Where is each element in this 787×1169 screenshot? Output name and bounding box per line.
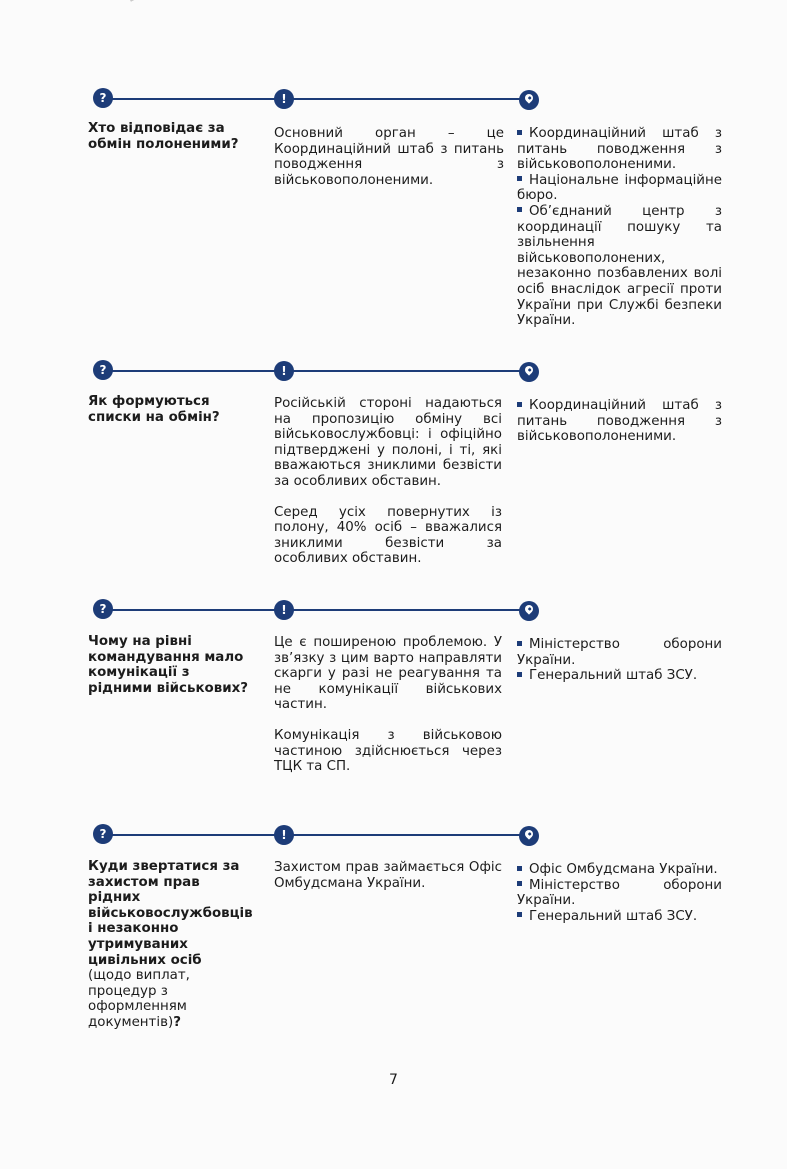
resource-item: Об’єднаний центр з координації пошуку та звільнення військовополонених, незаконно позбавлених волі осіб внаслідок агресії проти України при Службі безпеки України. xyxy=(517,203,722,329)
bullet-icon xyxy=(517,207,522,212)
map-pin-icon xyxy=(519,601,539,621)
timeline xyxy=(93,88,539,114)
question-text: Хто відповідає за обмін полоненими? xyxy=(88,121,239,152)
timeline-line xyxy=(289,834,529,836)
resource-item: Національне інформаційне бюро. xyxy=(517,172,722,204)
resource-item: Міністерство оборони України. xyxy=(517,637,722,668)
question-text: Як формуються списки на обмін? xyxy=(88,394,220,425)
timeline-line xyxy=(103,370,279,372)
bullet-icon xyxy=(517,881,522,886)
question-icon: ? xyxy=(93,824,113,844)
resource-list xyxy=(517,862,722,924)
bullet-icon xyxy=(517,912,522,917)
answer-paragraph: Комунікація з військовою частиною здійснюється через ТЦК та СП. xyxy=(274,727,502,775)
resource-item: Координаційний штаб з питань поводження з військовополоненими. xyxy=(517,126,722,173)
exclamation-icon: ! xyxy=(274,600,294,620)
answer-text xyxy=(274,126,504,203)
resource-list xyxy=(517,398,722,445)
exclamation-icon: ! xyxy=(274,361,294,381)
resource-item: Генеральний штаб ЗСУ. xyxy=(517,909,722,925)
answer-text xyxy=(274,860,502,906)
exclamation-icon: ! xyxy=(274,89,294,109)
resource-list xyxy=(517,637,722,684)
question-icon: ? xyxy=(93,88,113,108)
scan-mark xyxy=(130,0,164,2)
question-text: Чому на рівні командування мало комунікації з рідними військових? xyxy=(88,634,249,696)
question-icon: ? xyxy=(93,599,113,619)
timeline xyxy=(93,360,539,386)
bullet-icon xyxy=(517,866,522,871)
timeline-line xyxy=(103,609,279,611)
question-icon: ? xyxy=(93,360,113,380)
timeline-line xyxy=(289,98,529,100)
question-note: (щодо виплат, процедур з оформленням документів) xyxy=(88,968,190,1030)
bullet-icon xyxy=(517,130,522,135)
answer-text xyxy=(274,396,502,582)
resource-list xyxy=(517,126,722,329)
timeline-line xyxy=(103,834,279,836)
bullet-icon xyxy=(517,641,522,646)
bullet-icon xyxy=(517,402,522,407)
answer-paragraph: Основний орган – це Координаційний штаб з питань поводження з військовополоненими. xyxy=(274,126,504,188)
question-mark: ? xyxy=(173,1014,181,1030)
timeline-line xyxy=(103,98,279,100)
resource-item: Генеральний штаб ЗСУ. xyxy=(517,668,722,684)
timeline xyxy=(93,824,539,850)
map-pin-icon xyxy=(519,826,539,846)
resource-item: Координаційний штаб з питань поводження з військовополоненими. xyxy=(517,398,722,445)
answer-paragraph: Захистом прав займається Офіс Омбудсмана України. xyxy=(274,860,502,891)
timeline-line xyxy=(289,609,529,611)
resource-item: Офіс Омбудсмана України. xyxy=(517,862,722,878)
timeline xyxy=(93,599,539,625)
bullet-icon xyxy=(517,176,522,181)
answer-paragraph: Російській стороні надаються на пропозицію обміну всі військовослужбовці: і офіційно підтверджені у полоні, і ті, які вважаються зниклими безвісти за особливих обставин. xyxy=(274,396,502,489)
timeline-line xyxy=(289,370,529,372)
question-main: Куди звертатися за захистом прав рідних військовослужбовців і незаконно утримуваних цивільних осіб xyxy=(88,859,253,968)
answer-text xyxy=(274,635,502,790)
map-pin-icon xyxy=(519,90,539,110)
question-text xyxy=(88,859,253,1031)
map-pin-icon xyxy=(519,362,539,382)
bullet-icon xyxy=(517,672,522,677)
exclamation-icon: ! xyxy=(274,825,294,845)
resource-item: Міністерство оборони України. xyxy=(517,877,722,909)
answer-paragraph: Це є поширеною проблемою. У зв’язку з цим варто направляти скарги у разі не реагування та не комунікації військових частин. xyxy=(274,635,502,713)
page-number: 7 xyxy=(389,1072,398,1088)
answer-paragraph: Серед усіх повернутих із полону, 40% осіб – вважалися зниклими безвісти за особливих обставин. xyxy=(274,504,502,567)
